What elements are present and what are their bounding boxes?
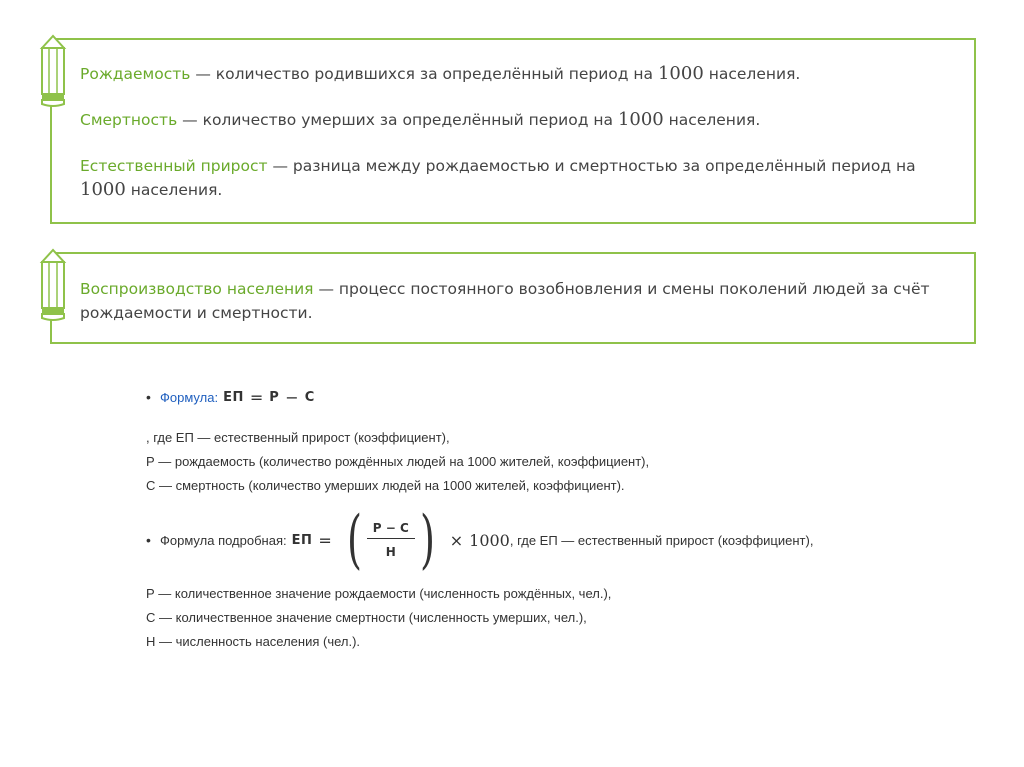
fraction-denominator: Н <box>385 545 396 559</box>
definition-birth-rate: Рождаемость — количество родившихся за определённый период на 1000 населения. <box>80 63 801 84</box>
formula-section <box>146 384 886 654</box>
definition-reproduction: Воспроизводство населения — процесс постоянного возобновления и смены поколений людей за счёт рождаемости и смертности. <box>80 280 930 322</box>
pencil-icon <box>38 248 68 322</box>
definition-death-rate: Смертность — количество умерших за определённый период на 1000 населения. <box>80 109 761 130</box>
pencil-icon <box>38 34 68 108</box>
definition-box-rates <box>50 38 976 224</box>
fraction <box>367 521 415 559</box>
definitions-text <box>80 62 954 202</box>
formula-detailed-explanation: Р — количественное значение рождаемости (численность рождённых, чел.), С — количественное значение смертности (численность умерших, чел.), Н — численность населения (чел.). <box>146 586 612 649</box>
formula-label: Формула: <box>160 389 219 405</box>
formula-detailed-label: Формула подробная: <box>160 532 287 548</box>
formula-simple: • Формула: ЕП = Р − С <box>146 387 315 407</box>
formula-simple-explanation: , где ЕП — естественный прирост (коэффициент), Р — рождаемость (количество рождённых людей на 1000 жителей, коэффициент), С — смертность (количество умерших людей на 1000 жителей, коэффициент). <box>146 430 650 493</box>
definition-box-reproduction <box>50 252 976 344</box>
formula-detailed: • Формула подробная: ЕП = ( $\frac{Р - С}{Н}$ ) × 1000 , где ЕП — естественный прирост (коэффициент), <box>146 503 814 577</box>
reproduction-text <box>80 277 954 325</box>
fraction-group: ( $\frac{Р - С}{Н}$ ) <box>346 503 435 577</box>
fraction-numerator: Р − С <box>367 521 415 539</box>
definition-natural-increase: Естественный прирост — разница между рождаемостью и смертностью за определённый период на 1000 населения. <box>80 157 916 200</box>
